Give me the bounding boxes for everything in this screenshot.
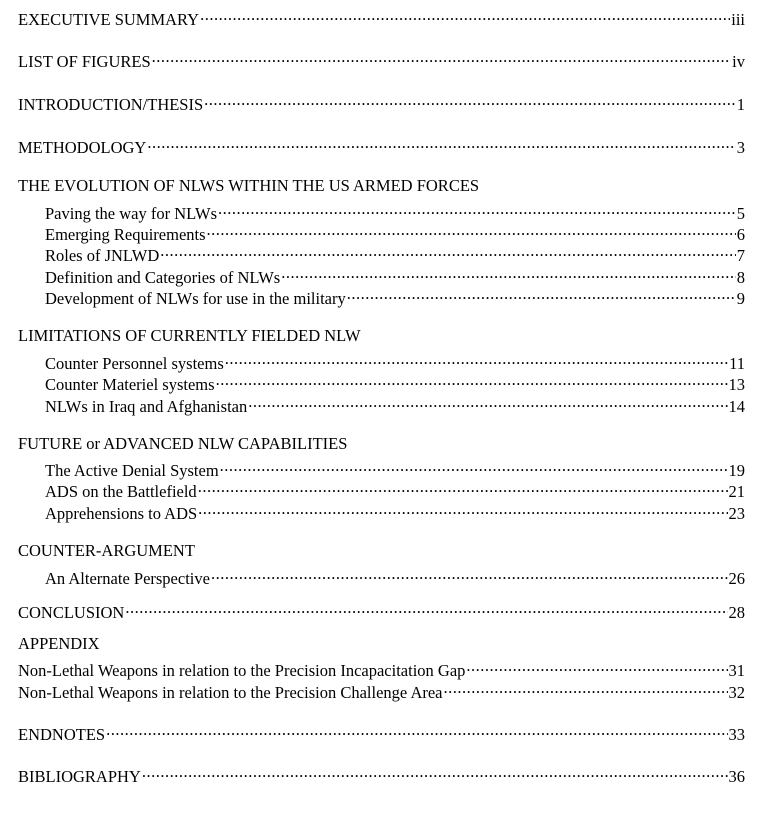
toc-page-number: 6: [736, 225, 745, 244]
toc-page-number: iv: [732, 52, 745, 71]
toc-label: INTRODUCTION/THESIS: [18, 95, 204, 114]
toc-subentry[interactable]: [45, 477, 745, 501]
toc-label: CONCLUSION: [18, 603, 125, 622]
toc-entry-list-of-figures[interactable]: [18, 47, 745, 71]
toc-page-number: 1: [736, 95, 745, 114]
toc-label: ENDNOTES: [18, 725, 106, 744]
toc-label: Non-Lethal Weapons in relation to the Precision Incapacitation Gap: [18, 661, 466, 680]
toc-subentry[interactable]: [45, 564, 745, 588]
toc-page-number: 33: [728, 725, 745, 744]
toc-subentry[interactable]: [45, 263, 745, 287]
section-heading-counter-argument[interactable]: COUNTER-ARGUMENT: [18, 541, 195, 560]
leader-dots: [200, 5, 730, 25]
toc-entry-executive-summary[interactable]: [18, 5, 745, 29]
toc-page-number: 28: [728, 603, 745, 622]
toc-label: METHODOLOGY: [18, 138, 147, 157]
leader-dots: [198, 499, 727, 519]
toc-entry-methodology[interactable]: [18, 133, 745, 157]
toc-page-number: 3: [736, 138, 745, 157]
leader-dots: [125, 598, 727, 618]
toc-label: LIST OF FIGURES: [18, 52, 151, 71]
toc-label: Roles of JNLWD: [45, 246, 160, 265]
leader-dots: [142, 762, 728, 782]
toc-label: The Active Denial System: [45, 461, 219, 480]
leader-dots: [204, 90, 736, 110]
leader-dots: [216, 370, 728, 390]
leader-dots: [207, 220, 736, 240]
toc-entry-bibliography[interactable]: [18, 762, 745, 786]
toc-page-number: 21: [728, 482, 745, 501]
toc-subentry[interactable]: [45, 456, 745, 480]
toc-subentry[interactable]: [45, 199, 745, 223]
leader-dots: [147, 133, 735, 153]
toc-subentry[interactable]: [45, 284, 745, 308]
toc-label: ADS on the Battlefield: [45, 482, 197, 501]
toc-page-number: 14: [728, 397, 745, 416]
toc-page-number: 26: [728, 569, 745, 588]
toc-page-number: 11: [729, 354, 745, 373]
toc-label: Apprehensions to ADS: [45, 504, 198, 523]
toc-label: Counter Personnel systems: [45, 354, 224, 373]
leader-dots: [466, 656, 727, 676]
toc-subentry[interactable]: [45, 241, 745, 265]
toc-subentry[interactable]: [18, 656, 745, 680]
leader-dots: [281, 263, 736, 283]
leader-dots: [220, 456, 728, 476]
toc-page-number: 31: [728, 661, 745, 680]
leader-dots: [347, 284, 736, 304]
toc-page-number: 7: [736, 246, 745, 265]
toc-page-number: 19: [728, 461, 745, 480]
leader-dots: [218, 199, 736, 219]
toc-page-number: 32: [728, 683, 745, 702]
toc-label: Development of NLWs for use in the military: [45, 289, 346, 308]
toc-page-number: 23: [728, 504, 745, 523]
section-heading-evolution[interactable]: THE EVOLUTION OF NLWS WITHIN THE US ARMED FORCES: [18, 176, 480, 195]
leader-dots: [198, 477, 728, 497]
toc-subentry[interactable]: [45, 392, 745, 416]
toc-label: BIBLIOGRAPHY: [18, 767, 141, 786]
toc-entry-conclusion[interactable]: [18, 598, 745, 622]
toc-label: EXECUTIVE SUMMARY: [18, 10, 200, 29]
toc-label: Counter Materiel systems: [45, 375, 215, 394]
leader-dots: [160, 241, 735, 261]
section-heading-appendix[interactable]: APPENDIX: [18, 634, 100, 653]
toc-page-number: 36: [728, 767, 745, 786]
toc-page-number: 13: [728, 375, 745, 394]
leader-dots: [152, 47, 732, 67]
toc-label: Emerging Requirements: [45, 225, 206, 244]
toc-entry-introduction[interactable]: [18, 90, 745, 114]
toc-page-number: 5: [736, 204, 745, 223]
toc-label: An Alternate Perspective: [45, 569, 210, 588]
section-heading-future[interactable]: FUTURE or ADVANCED NLW CAPABILITIES: [18, 434, 348, 453]
leader-dots: [444, 678, 728, 698]
toc-label: Paving the way for NLWs: [45, 204, 217, 223]
leader-dots: [225, 349, 728, 369]
leader-dots: [211, 564, 728, 584]
toc-page-number: 9: [736, 289, 745, 308]
section-heading-limitations[interactable]: LIMITATIONS OF CURRENTLY FIELDED NLW: [18, 326, 361, 345]
toc-subentry[interactable]: [18, 678, 745, 702]
toc-subentry[interactable]: [45, 349, 745, 373]
toc-label: NLWs in Iraq and Afghanistan: [45, 397, 248, 416]
toc-label: Non-Lethal Weapons in relation to the Precision Challenge Area: [18, 683, 443, 702]
toc-subentry[interactable]: [45, 370, 745, 394]
toc-subentry[interactable]: [45, 220, 745, 244]
toc-label: Definition and Categories of NLWs: [45, 268, 281, 287]
toc-entry-endnotes[interactable]: [18, 720, 745, 744]
leader-dots: [106, 720, 727, 740]
toc-page-number: 8: [736, 268, 745, 287]
leader-dots: [248, 392, 727, 412]
toc-page-number: iii: [731, 10, 745, 29]
toc-subentry[interactable]: [45, 499, 745, 523]
